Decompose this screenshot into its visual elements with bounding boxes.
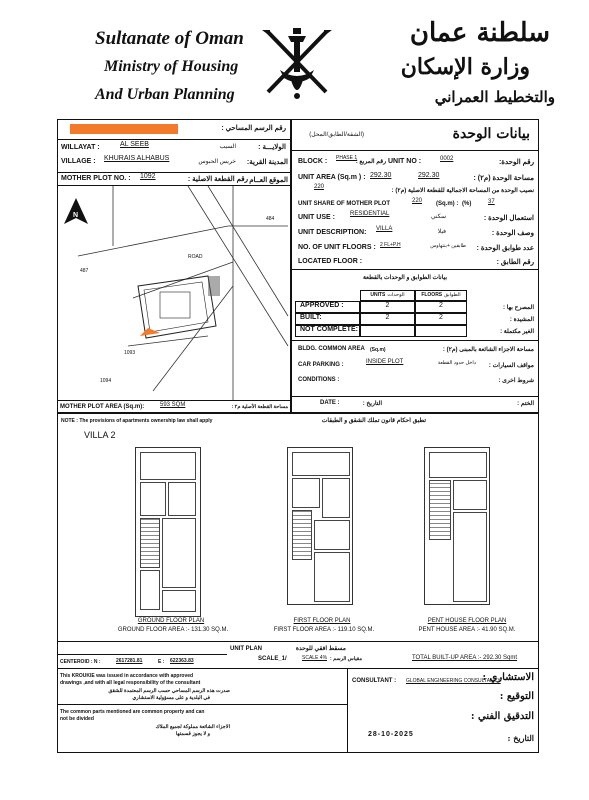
unit-no-label: UNIT NO : bbox=[388, 158, 422, 165]
redacted-survey-number bbox=[70, 124, 178, 134]
consultant-value: GLOBAL ENGINEERING CONSULTANCY bbox=[406, 678, 501, 684]
header-title-en-2: Ministry of Housing bbox=[104, 58, 239, 75]
site-number-a: 484 bbox=[266, 216, 275, 222]
unit-share-pct-label: (%) bbox=[462, 201, 472, 207]
unit-no-value: 0002 bbox=[440, 156, 454, 162]
penthouse-title: PENT HOUSE FLOOR PLAN bbox=[427, 618, 507, 624]
unit-description-ar-value: فيلا bbox=[437, 229, 446, 235]
mother-plot-ar-label: رقم القطعة الاصلية : bbox=[187, 176, 248, 183]
common-parts-en-1: The common parts mentioned are common property and can bbox=[60, 709, 205, 715]
unit-share-mid: (Sq.m) : bbox=[436, 201, 459, 207]
unit-plan-label: UNIT PLAN bbox=[230, 646, 262, 652]
car-parking-value: INSIDE PLOT bbox=[366, 359, 404, 365]
centeroid-e-label: E : bbox=[158, 659, 165, 665]
scale-ar: مقياس الرسم : bbox=[330, 656, 362, 662]
wilayat-ar-value: السيب bbox=[219, 144, 236, 150]
table-row-approved-units: 2 bbox=[360, 301, 415, 313]
common-parts-ar-1: الاجزاء الشائعة مملوكة لجميع الملاك bbox=[155, 724, 230, 730]
unit-use-ar-value: سكني bbox=[430, 214, 446, 220]
oman-emblem-icon bbox=[258, 24, 336, 104]
unit-area-label: UNIT AREA (Sq.m ) : bbox=[298, 174, 366, 181]
penthouse-drawing bbox=[424, 447, 490, 605]
share-value: 220 bbox=[314, 184, 325, 190]
tech-review-ar-label: التدقيق الفني : bbox=[470, 711, 534, 722]
unit-description-value: VILLA bbox=[376, 226, 393, 232]
village-ar-value: خريس الحبوس bbox=[198, 159, 236, 165]
site-number-c: 1093 bbox=[124, 350, 136, 356]
general-site-ar: الموقع العــام bbox=[249, 177, 288, 184]
kroukie-ar-1: صدرت هذه الرسم المساحي حسب الرسم المعتمدة للشقق bbox=[108, 688, 230, 694]
ground-floor-title: GROUND FLOOR PLAN bbox=[137, 618, 205, 624]
consultant-label: CONSULTANT : bbox=[352, 678, 397, 684]
north-label: N bbox=[73, 212, 79, 219]
header-title-ar-3: والتخطيط العمراني bbox=[434, 88, 555, 106]
unit-data-title-ar: بيانات الوحدة bbox=[452, 126, 530, 142]
table-row-built-floors: 2 bbox=[415, 313, 467, 325]
villa-label: VILLA 2 bbox=[84, 430, 116, 440]
centeroid-e-value: 622363.83 bbox=[170, 658, 194, 664]
footer-date-ar-label: التاريخ : bbox=[507, 733, 534, 743]
table-row-built-ar: المشيدة : bbox=[509, 317, 534, 323]
unit-area-value: 292.30 bbox=[370, 172, 392, 179]
kroukie-ar-2: في البلدية و على مسؤولية الاستشاري bbox=[132, 695, 210, 701]
header-title-ar-1: سلطنة عمان bbox=[409, 18, 550, 48]
car-parking-label: CAR PARKING : bbox=[298, 362, 344, 368]
unit-share-value: 220 bbox=[412, 198, 423, 204]
table-head-units: UNITS الوحدات bbox=[360, 290, 415, 301]
site-plan bbox=[58, 186, 289, 400]
common-area-ar: مساحة الاجزاء الشائعة بالمبنى (م٢) : bbox=[442, 347, 534, 353]
conditions-label: CONDITIONS : bbox=[298, 377, 340, 383]
unit-area-value-2: 292.30 bbox=[418, 172, 440, 179]
table-row-not-complete-floors bbox=[415, 325, 467, 337]
road-label: ROAD bbox=[188, 254, 203, 260]
table-row-built-units: 2 bbox=[360, 313, 415, 325]
total-built-up-area: TOTAL BUILT-UP AREA :- 292.30 Sqmt bbox=[412, 655, 518, 661]
unit-description-ar-label: وصف الوحدة : bbox=[491, 230, 534, 237]
wilayat-value: AL SEEB bbox=[120, 141, 149, 148]
wilayat-label: WILLAYAT : bbox=[61, 144, 100, 151]
mother-plot-area-label: MOTHER PLOT AREA (Sq.m): bbox=[60, 404, 145, 410]
first-floor-title: FIRST FLOOR PLAN bbox=[293, 618, 351, 624]
scale-value: SCALE 4% bbox=[302, 655, 328, 661]
car-parking-ar-value: داخل حدود القطعة bbox=[437, 360, 476, 366]
site-number-d: 1094 bbox=[100, 378, 112, 384]
penthouse-area: PENT HOUSE AREA :- 41.90 SQ.M. bbox=[418, 627, 516, 633]
site-number-b: 487 bbox=[80, 268, 89, 274]
common-area-unit: (Sq.m) bbox=[370, 347, 386, 353]
unit-use-ar-label: استعمال الوحدة : bbox=[483, 215, 534, 222]
north-arrow-icon bbox=[62, 196, 90, 226]
unit-share-label: UNIT SHARE OF MOTHER PLOT bbox=[298, 201, 390, 207]
conditions-ar-label: شروط اخرى : bbox=[498, 378, 534, 384]
header-title-ar-2: وزارة الإسكان bbox=[400, 54, 530, 80]
wilayat-ar-label: الولايـــة : bbox=[258, 144, 286, 151]
table-row-approved-label: APPROVED : bbox=[295, 301, 360, 313]
mother-plot-label: MOTHER PLOT NO. : bbox=[61, 175, 131, 182]
unit-use-value: RESIDENTIAL bbox=[350, 211, 390, 217]
note-en: NOTE : The provisions of apartments ownership law shall apply bbox=[61, 418, 213, 424]
unit-area-ar-label: مساحة الوحدة (م٢) : bbox=[473, 175, 534, 182]
car-parking-ar-label: مواقف السيارات : bbox=[488, 363, 534, 369]
unit-share-pct: 37 bbox=[488, 199, 495, 205]
floors-ar-value: طابقين +بنتهاوس bbox=[430, 243, 466, 249]
header-title-en-1: Sultanate of Oman bbox=[95, 28, 244, 49]
unit-description-label: UNIT DESCRIPTION: bbox=[298, 229, 367, 236]
floors-value: 2 FL+P.H bbox=[380, 242, 401, 248]
floors-ar-label: عدد طوابق الوحدة : bbox=[476, 245, 534, 252]
scale-label: SCALE_1/ bbox=[258, 656, 287, 662]
block-ar-label: رقم المربع : bbox=[355, 159, 386, 165]
mother-plot-value: 1092 bbox=[140, 173, 156, 180]
date-ar-label: التاريخ : bbox=[362, 401, 382, 407]
centeroid-n-value: 2617281.81 bbox=[116, 658, 143, 664]
table-row-approved-ar: المصرح بها : bbox=[503, 305, 534, 311]
unit-no-ar-label: رقم الوحدة: bbox=[498, 159, 534, 166]
centeroid-label: CENTEROID : N : bbox=[60, 659, 101, 665]
table-row-not-complete-units bbox=[360, 325, 415, 337]
common-parts-ar-2: و لا يجوز قسمتها bbox=[175, 731, 210, 737]
village-value: KHURAIS ALHABUS bbox=[104, 155, 170, 162]
plot-floors-title-ar: بيانات الطوابق و الوحدات بالقطعة bbox=[362, 275, 448, 281]
floors-label: NO. OF UNIT FLOORS : bbox=[298, 244, 376, 251]
ground-floor-area: GROUND FLOOR AREA :- 131.30 SQ.M. bbox=[117, 627, 229, 633]
mother-plot-area-value: 593 SQM bbox=[160, 402, 186, 408]
survey-no-label: رقم الرسم المساحي : bbox=[221, 125, 286, 132]
first-floor-drawing bbox=[287, 447, 353, 605]
ground-floor-drawing bbox=[135, 447, 201, 617]
block-value: PHASE 1 bbox=[336, 155, 358, 161]
date-label: DATE : bbox=[320, 400, 340, 406]
unit-data-subtitle-ar: (الشقة/الطابق/المحل) bbox=[309, 132, 364, 138]
common-parts-en-2: not be divided bbox=[60, 716, 94, 722]
footer-date-value: 28-10-2025 bbox=[368, 731, 414, 738]
unit-use-label: UNIT USE : bbox=[298, 214, 335, 221]
block-label: BLOCK : bbox=[298, 158, 328, 165]
kroukie-en-2: drawings ,and with all legal responsibility of the consultant bbox=[60, 680, 201, 686]
table-head-floors: FLOORS الطوابق bbox=[415, 290, 467, 301]
note-ar: تطبق احكام قانون تملك الشقق و الطبقات bbox=[321, 418, 426, 424]
located-floor-ar-label: رقم الطابق : bbox=[496, 259, 534, 266]
share-ar-label: نصيب الوحدة من المساحة الاجمالية للقطعة الاصلية (م٢) : bbox=[391, 188, 534, 194]
table-row-built-label: BUILT: bbox=[295, 313, 360, 325]
common-area-label: BLDG. COMMON AREA bbox=[298, 346, 365, 352]
table-row-not-complete-ar: الغير مكتملة : bbox=[500, 329, 534, 335]
table-row-approved-floors: 2 bbox=[415, 301, 467, 313]
stamp-ar-label: الختم : bbox=[517, 401, 534, 407]
table-row-not-complete-label: NOT COMPLETE: bbox=[295, 325, 360, 337]
village-ar-label: المدينة القرية: bbox=[246, 159, 288, 166]
village-label: VILLAGE : bbox=[61, 158, 96, 165]
unit-plan-ar: مسقط افقي للوحدة bbox=[295, 646, 346, 652]
mother-plot-area-ar: مساحة القطعة الأصلية م٢ : bbox=[231, 404, 288, 410]
consultant-ar-label: الاستشاري : bbox=[482, 672, 534, 683]
header-title-en-3: And Urban Planning bbox=[95, 86, 235, 103]
signature-ar-label: التوقيع : bbox=[499, 691, 534, 702]
kroukie-en-1: This KROUKIE was issued in accordance with approved bbox=[60, 673, 194, 679]
first-floor-area: FIRST FLOOR AREA :- 119.10 SQ.M. bbox=[273, 627, 375, 633]
located-floor-label: LOCATED FLOOR : bbox=[298, 258, 363, 265]
